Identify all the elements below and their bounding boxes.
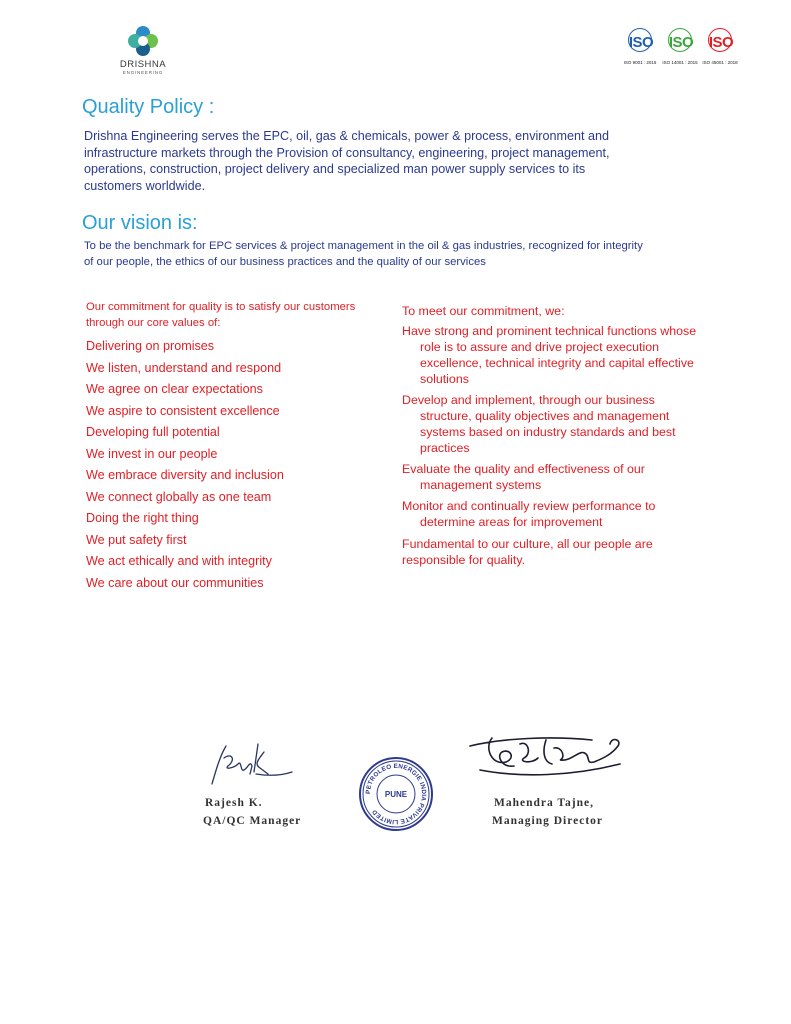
company-stamp: [358, 756, 434, 832]
quality-policy-heading: Quality Policy :: [82, 96, 215, 118]
quality-policy-text: Drishna Engineering serves the EPC, oil, gas & chemicals, power & process, environment and infrastructure markets through the Provision of consultancy, engineering, project management, operations, construction, project delivery and specialized man power supply services to its customers worldwide.: [84, 129, 610, 193]
commitment-action-item: Develop and implement, through our business structure, quality objectives and management systems based on industry standards and best practices: [402, 393, 676, 455]
signatory-name-right: Mahendra Tajne,: [494, 797, 594, 809]
drishna-logo-icon: [126, 24, 160, 58]
stamp-city: PUNE: [384, 790, 408, 799]
iso-45001-badge: [702, 28, 740, 58]
vision-text: To be the benchmark for EPC services & project management in the oil & gas industries, recognized for integrity of our people, the ethics of our business practices and the quality of our services: [84, 240, 643, 268]
core-value-item: We listen, understand and respond: [86, 360, 282, 375]
core-value-item: We put safety first: [86, 532, 187, 547]
iso-caption: ISO 9001 : 2015: [623, 60, 657, 65]
core-value-item: We connect globally as one team: [86, 489, 272, 504]
logo-subtitle: ENGINEERING: [122, 70, 164, 75]
iso-certifications: [620, 28, 742, 68]
iso-caption: ISO 45001 : 2018: [702, 60, 738, 65]
company-logo: [108, 24, 178, 84]
core-value-item: We invest in our people: [86, 446, 218, 461]
logo-brand: DRISHNA: [119, 59, 167, 70]
iso-word: ISO: [708, 34, 734, 51]
commitment-action-item: Evaluate the quality and effectiveness of our management systems: [402, 462, 645, 492]
iso-word: ISO: [628, 34, 654, 51]
signatory-title-right: Managing Director: [492, 815, 604, 827]
commitment-action-item: Monitor and continually review performance to determine areas for improvement: [402, 499, 656, 529]
signatory-title-left: QA/QC Manager: [203, 815, 302, 827]
core-value-item: We aspire to consistent excellence: [86, 403, 280, 418]
iso-caption: ISO 14001 : 2015: [662, 60, 698, 65]
stamp-ring-text: PETROLEO ENERGIE INDIA PRIVATE LIMITED: [364, 762, 428, 826]
commitment-intro: Our commitment for quality is to satisfy our customers through our core values of:: [86, 301, 356, 329]
core-value-item: We care about our communities: [86, 575, 264, 590]
meet-commitment-intro: To meet our commitment, we:: [402, 304, 565, 318]
core-value-item: Doing the right thing: [86, 511, 199, 525]
core-value-item: Developing full potential: [86, 425, 220, 439]
core-values-column: [86, 300, 386, 594]
core-value-item: We act ethically and with integrity: [86, 554, 272, 568]
iso-word: ISO: [668, 34, 694, 51]
fundamental-statement: Fundamental to our culture, all our people are responsible for quality.: [402, 537, 653, 567]
core-value-item: We embrace diversity and inclusion: [86, 468, 284, 482]
signatory-name-left: Rajesh K.: [205, 797, 263, 809]
commitment-action-item: Have strong and prominent technical functions whose role is to assure and drive project execution excellence, technical integrity and capital effective solutions: [402, 324, 697, 386]
commitment-actions-column: [402, 303, 702, 568]
core-value-item: We agree on clear expectations: [86, 382, 263, 396]
iso-9001-badge: [622, 28, 660, 58]
iso-14001-badge: [662, 28, 700, 58]
mahendra-signature: [462, 718, 632, 790]
vision-heading: Our vision is:: [82, 212, 198, 234]
rajesh-signature: [206, 738, 296, 790]
core-value-item: Delivering on promises: [86, 339, 215, 353]
